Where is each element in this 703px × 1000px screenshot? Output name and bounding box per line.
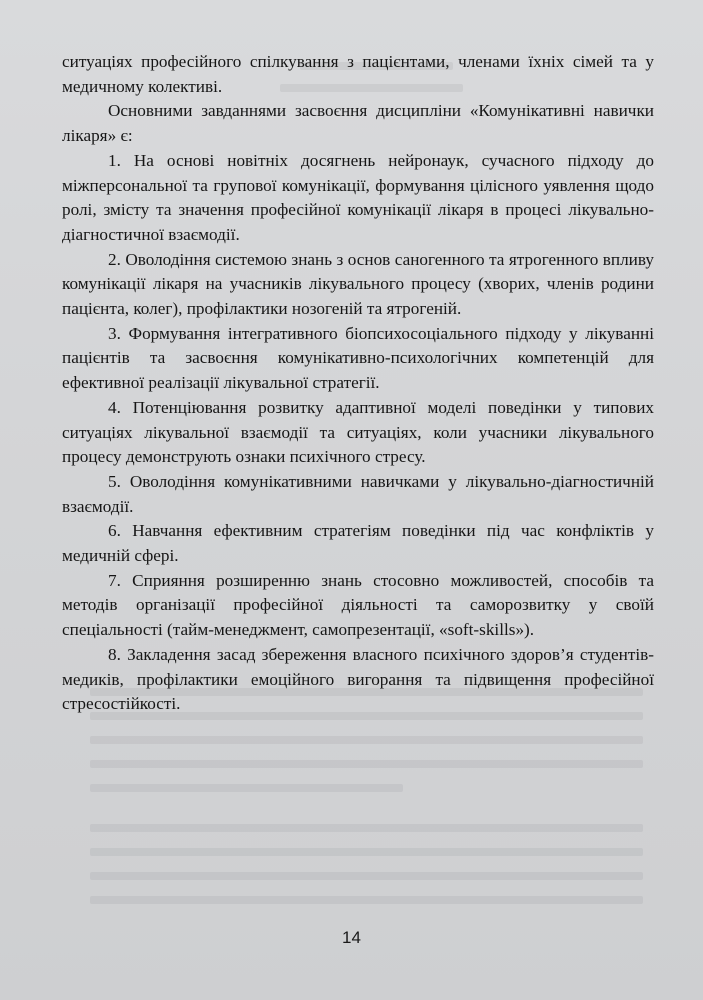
bleed-through-line bbox=[90, 784, 403, 792]
task-item: 7. Сприяння розширенню знань стосовно можливостей, способів та методів організації професійної діяльності та саморозвитку у своїй спеціальності (тайм-менеджмент, самопрезентації, «soft-skills»). bbox=[62, 570, 654, 640]
bleed-through-line bbox=[90, 736, 643, 744]
task-item: 5. Оволодіння комунікативними навичками у лікувально-діагностичній взаємодії. bbox=[62, 471, 654, 516]
bleed-through-line bbox=[90, 848, 643, 856]
task-item: 6. Навчання ефективним стратегіям поведінки під час конфліктів у медичній сфері. bbox=[62, 521, 654, 566]
task-item: 1. На основі новітніх досягнень нейронаук, сучасного підходу до міжперсональної та групової комунікації, формування цілісного уявлення щодо ролі, змісту та значення професійної комунікації лікаря в процесі лікувально-діагностичної взаємодії. bbox=[62, 150, 654, 244]
bleed-through-line bbox=[90, 872, 643, 880]
task-item: 8. Закладення засад збереження власного психічного здоров’я студентів-медиків, профілактики емоційного вигорання та підвищення професійної стресостійкості. bbox=[62, 644, 654, 714]
task-item: 2. Оволодіння системою знань з основ саногенного та ятрогенного впливу комунікації лікаря на учасників лікувального процесу (хворих, членів родини пацієнта, колег), профілактики нозогеній та ятрогеній. bbox=[62, 249, 654, 319]
body-text bbox=[62, 50, 654, 717]
task-item: 3. Формування інтегративного біопсихосоціального підходу у лікуванні пацієнтів та засвоєння комунікативно-психологічних компетенцій для ефективної реалізації лікувальної стратегії. bbox=[62, 323, 654, 393]
task-item: 4. Потенціювання розвитку адаптивної моделі поведінки у типових ситуаціях лікувальної взаємодії та ситуаціях, коли учасники лікувального процесу демонструють ознаки психічного стресу. bbox=[62, 397, 654, 467]
bleed-through-line bbox=[90, 896, 643, 904]
bleed-through-line bbox=[90, 760, 643, 768]
continued-paragraph: ситуаціях професійного спілкування з пацієнтами, членами їхніх сімей та у медичному колективі. bbox=[62, 52, 654, 96]
intro-paragraph: Основними завданнями засвоєння дисципліни «Комунікативні навички лікаря» є: bbox=[62, 101, 654, 146]
bleed-through-line bbox=[90, 824, 643, 832]
page-number: 14 bbox=[342, 928, 361, 947]
